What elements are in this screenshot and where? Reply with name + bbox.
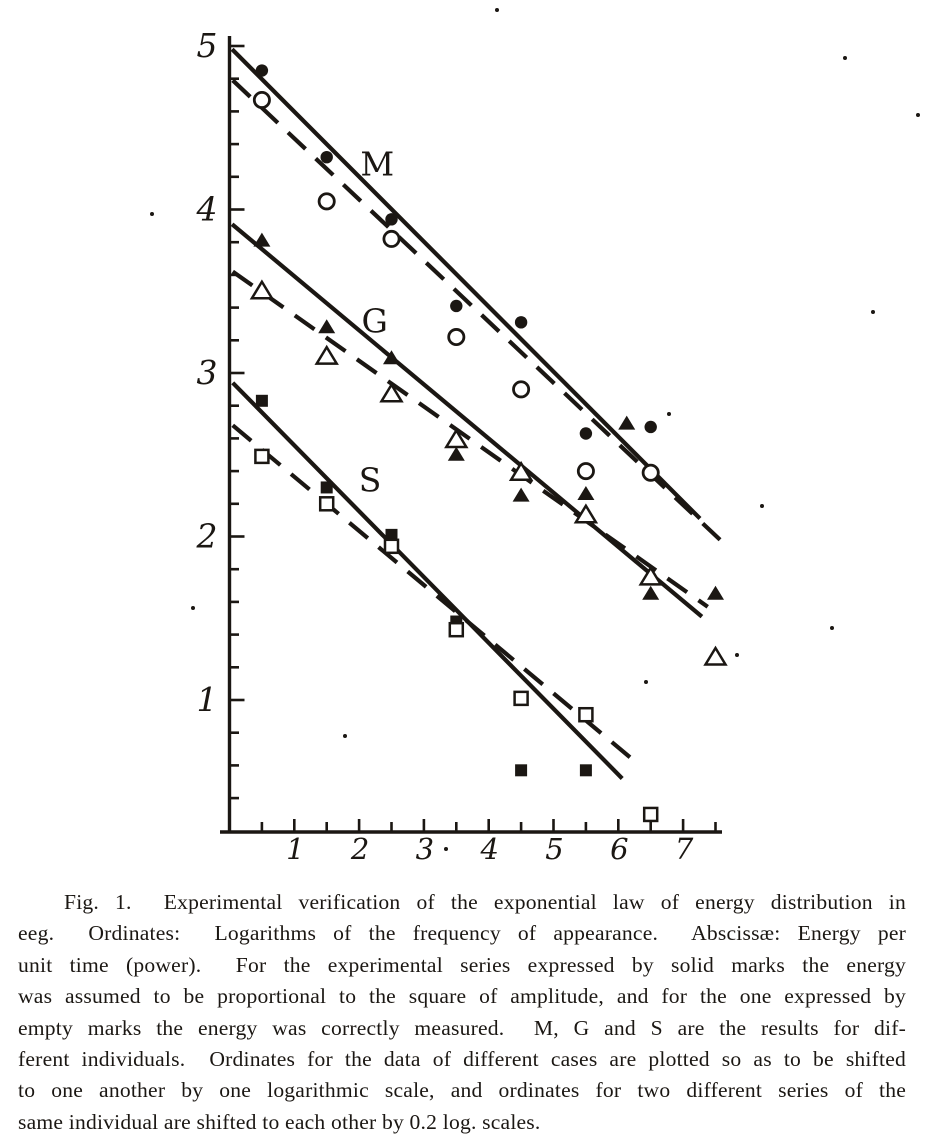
x-tick-label: 2 [350,832,370,866]
scan-speck [191,606,195,610]
data-point-S-filled [580,764,592,776]
data-point-S-filled [321,481,333,493]
data-point-M-open [254,92,269,107]
scan-speck [444,847,448,851]
caption-line: unit time (power). For the experimental series expressed by solid marks the energy [18,952,906,977]
y-tick-label: 1 [196,680,218,719]
data-point-S-open [579,708,592,721]
data-point-G-filled [707,586,724,600]
x-tick-label: 6 [610,832,629,866]
data-point-M-open [384,231,399,246]
x-tick-label: 1 [286,832,305,866]
y-tick-label: 4 [196,189,218,229]
data-point-G-filled [448,447,465,461]
data-point-S-filled [515,764,527,776]
scan-speck [343,734,347,738]
x-tick-label: 3 [415,832,435,866]
data-point-S-open [320,497,333,510]
data-point-G-filled [618,416,635,430]
x-tick-label: 5 [545,832,564,866]
y-tick-label: 3 [196,353,218,392]
data-point-G-open [706,648,726,665]
data-point-M-filled [321,151,333,163]
scan-speck [843,56,847,60]
data-point-G-open [317,347,337,364]
y-tick-label: 5 [196,26,218,65]
data-point-M-filled [256,64,268,76]
data-point-S-open [450,623,463,636]
scan-speck [150,212,154,216]
data-point-G-filled [513,488,530,502]
series-label-M: M [360,144,395,184]
data-point-M-filled [385,213,397,225]
data-point-S-open [644,808,657,821]
data-point-G-filled [642,586,659,600]
data-point-M-open [578,464,593,479]
data-point-M-open [514,382,529,397]
scan-speck [760,504,764,508]
caption-line: Fig. 1. Experimental verification of the exponential law of energy distribution in [64,890,906,914]
data-point-S-open [515,692,528,705]
series-label-G: G [361,301,388,341]
caption-line: was assumed to be proportional to the square of amplitude, and for the one expressed by [18,984,906,1009]
scan-speck [871,310,875,314]
caption-line: ferent individuals. Ordinates for the data of different cases are plotted so as to be shifted [18,1047,906,1072]
scan-speck [916,113,920,117]
fit-line-s-dashed [233,425,630,757]
fit-line-g-dashed [233,272,708,607]
figure-caption [0,872,930,1138]
data-point-S-open [385,540,398,553]
data-point-G-filled [318,319,335,333]
caption-line: eeg. Ordinates: Logarithms of the frequency of appearance. Abscissæ: Energy per [18,921,906,946]
data-point-G-filled [253,233,270,247]
series-label-S: S [358,460,382,500]
data-point-M-open [449,329,464,344]
x-tick-label: 4 [480,832,499,866]
fit-line-s-solid [233,383,622,779]
data-point-M-filled [515,316,527,328]
data-point-G-filled [577,486,594,500]
scan-speck [735,653,739,657]
data-point-S-open [255,450,268,463]
data-point-M-filled [645,421,657,433]
caption-line: empty marks the energy was correctly measured. M, G and S are the results for dif- [18,1015,906,1040]
data-point-M-filled [450,300,462,312]
data-point-M-open [319,194,334,209]
scan-speck [667,412,671,416]
data-point-M-filled [580,427,592,439]
data-point-G-open [252,282,272,299]
x-tick-label: 7 [674,832,694,866]
scan-speck [495,8,499,12]
y-tick-label: 2 [196,516,218,556]
data-point-M-open [643,465,658,480]
scan-speck [644,680,648,684]
scan-speck [830,626,834,630]
caption-line: to one another by one logarithmic scale, and ordinates for two different series of the [18,1078,906,1103]
caption-line: same individual are shifted to each other by 0.2 log. scales. [18,1109,541,1134]
data-point-S-filled [256,395,268,407]
